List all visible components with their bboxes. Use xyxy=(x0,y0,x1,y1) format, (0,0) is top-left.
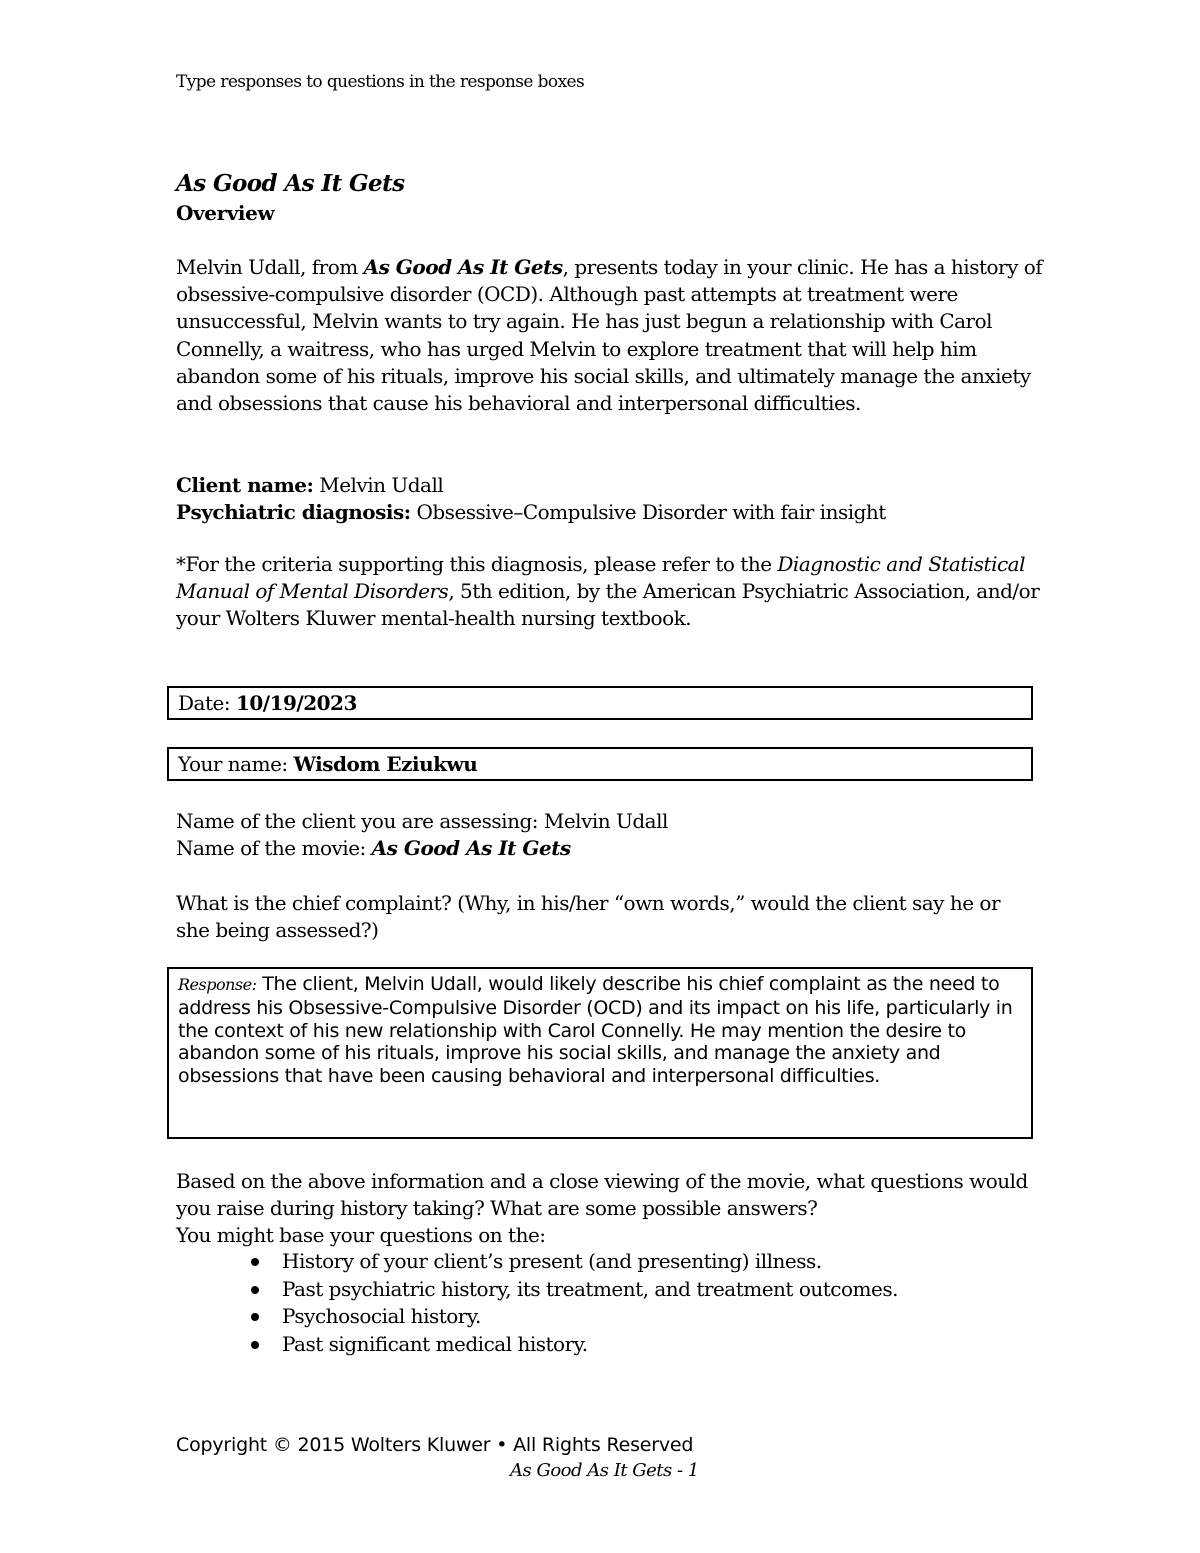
list-item: Past significant medical history. xyxy=(282,1331,1082,1359)
overview-text-part1: Melvin Udall, from xyxy=(176,255,364,279)
copyright-footer: Copyright © 2015 Wolters Kluwer • All Rights Reserved xyxy=(176,1434,694,1456)
client-name-label: Client name: xyxy=(176,473,314,497)
response-label: Response: xyxy=(178,975,257,994)
date-label: Date: xyxy=(178,691,236,715)
date-value[interactable]: 10/19/2023 xyxy=(235,691,357,715)
client-name-line xyxy=(176,472,443,499)
movie-name-value: As Good As It Gets xyxy=(371,836,571,860)
list-item: History of your client’s present (and presenting) illness. xyxy=(282,1248,1082,1276)
history-bullet-list xyxy=(240,1248,1082,1358)
instruction-text: Type responses to questions in the response boxes xyxy=(176,72,585,92)
your-name-label: Your name: xyxy=(178,752,294,776)
diagnosis-label: Psychiatric diagnosis: xyxy=(176,500,411,524)
question-history-line3: You might base your questions on the: xyxy=(176,1223,546,1247)
your-name-field[interactable] xyxy=(178,752,477,776)
response-text-area[interactable] xyxy=(178,973,1028,1088)
note-part1: *For the criteria supporting this diagnosis, please refer to the xyxy=(176,552,778,576)
client-name-value: Melvin Udall xyxy=(313,473,444,497)
criteria-note xyxy=(176,551,1046,633)
page-number-footer: As Good As It Gets - 1 xyxy=(510,1460,699,1481)
document-title: As Good As It Gets xyxy=(176,170,405,197)
your-name-value[interactable]: Wisdom Eziukwu xyxy=(293,752,478,776)
section-heading-overview: Overview xyxy=(176,201,275,225)
list-item: Past psychiatric history, its treatment, and treatment outcomes. xyxy=(282,1276,1082,1304)
diagnosis-line xyxy=(176,499,886,526)
list-item: Psychosocial history. xyxy=(282,1303,1082,1331)
response-box[interactable] xyxy=(167,967,1033,1139)
question-history-line2: you raise during history taking? What are some possible answers? xyxy=(176,1196,818,1220)
client-assessing-line xyxy=(176,808,668,835)
movie-name-line xyxy=(176,835,571,862)
response-text[interactable]: The client, Melvin Udall, would likely describe his chief complaint as the need to address his Obsessive-Compulsive Disorder (OCD) and its impact on his life, particularly in the context of his new relationship with Carol Connelly. He may mention the desire to abandon some of his rituals, improve his social skills, and manage the anxiety and obsessions that have been causing behavioral and interpersonal difficulties. xyxy=(178,973,1013,1088)
diagnosis-value: Obsessive–Compulsive Disorder with fair insight xyxy=(410,500,886,524)
your-name-box[interactable] xyxy=(167,747,1033,781)
movie-name-label: Name of the movie: xyxy=(176,836,372,860)
client-assessing-label: Name of the client you are assessing: xyxy=(176,809,544,833)
question-history-line1: Based on the above information and a close viewing of the movie, what questions would xyxy=(176,1169,1028,1193)
question-chief-complaint-line1: What is the chief complaint? (Why, in his/her “own words,” would the client say he or xyxy=(176,891,1001,915)
note-part2: , 5th edition, by the American Psychiatric Association, and/or your Wolters Kluwer mental-health nursing textbook. xyxy=(176,579,1040,631)
overview-movie-title: As Good As It Gets xyxy=(363,255,563,279)
client-assessing-value: Melvin Udall xyxy=(543,809,668,833)
overview-paragraph xyxy=(176,254,1046,417)
question-chief-complaint-line2: she being assessed?) xyxy=(176,918,379,942)
note-manual-title: Diagnostic and Statistical Manual of Mental Disorders xyxy=(176,552,1026,604)
date-field[interactable] xyxy=(178,691,357,715)
overview-text-part2: , presents today in your clinic. He has a history of obsessive-compulsive disorder (OCD). Although past attempts at treatment were unsuccessful, Melvin wants to try again. He has just begun a relationship with Carol Connelly, a waitress, who has urged Melvin to explore treatment that will help him abandon some of his rituals, improve his social skills, and ultimately manage the anxiety and obsessions that cause his behavioral and interpersonal difficulties. xyxy=(176,255,1043,416)
date-box[interactable] xyxy=(167,686,1033,720)
